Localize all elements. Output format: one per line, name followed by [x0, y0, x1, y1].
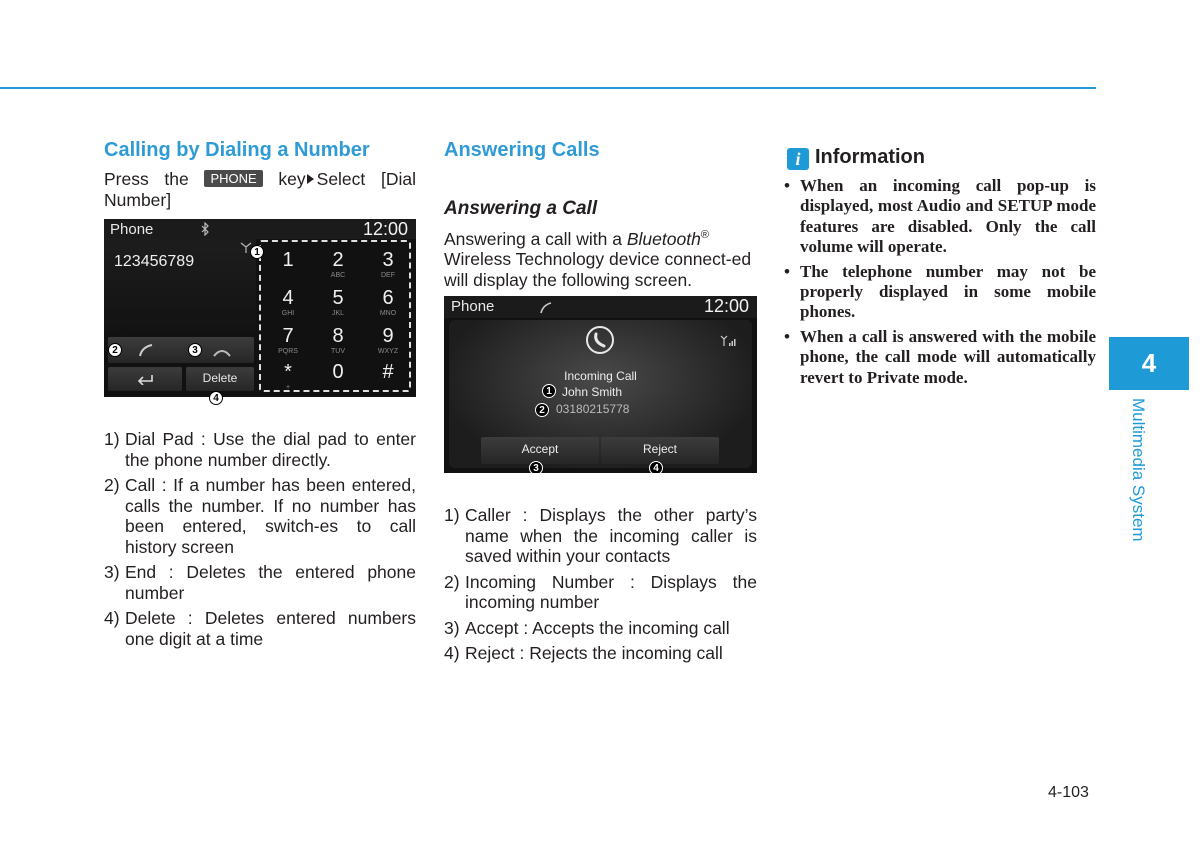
- list-item-number: 4): [104, 608, 120, 628]
- arrow-right-icon: [307, 174, 314, 184]
- list-item: [444, 643, 757, 664]
- screen-clock: 12:00: [704, 296, 750, 316]
- intro-key-suffix: key: [278, 169, 306, 189]
- dial-key-8[interactable]: [314, 321, 362, 357]
- dial-key-digit: *: [284, 361, 292, 383]
- phone-key-label: PHONE: [204, 170, 262, 187]
- dial-key-letters: MNO: [379, 310, 397, 317]
- section-heading-dialing: Calling by Dialing a Number: [104, 139, 370, 161]
- info-bullet: • When an incoming call pop-up is displayed, most Audio and SETUP mode features are disabled. Only the call volume will operate.: [783, 176, 1096, 257]
- screen-title: Phone: [451, 298, 495, 315]
- list-item: [444, 505, 757, 567]
- intro-select: Select [Dial Number]: [104, 169, 416, 210]
- callout-3: 3: [188, 343, 202, 357]
- info-bullet: • The telephone number may not be properly displayed in some mobile phones.: [783, 262, 1096, 323]
- caller-name: John Smith: [562, 385, 623, 399]
- incoming-call-screen: [444, 296, 757, 473]
- dial-key-7[interactable]: [264, 321, 312, 357]
- list-item: [104, 608, 416, 649]
- call-icon[interactable]: [138, 343, 154, 357]
- dial-key-5[interactable]: [314, 283, 362, 319]
- dial-key-star[interactable]: [264, 357, 312, 393]
- dial-key-digit: 5: [332, 287, 344, 309]
- section-heading-answering: Answering Calls: [444, 139, 600, 161]
- caller-number: 03180215778: [556, 402, 630, 416]
- chapter-label: [1128, 398, 1148, 548]
- intro-registered: ®: [700, 229, 709, 241]
- information-bullets: [783, 176, 1096, 392]
- dial-key-digit: 6: [382, 287, 394, 309]
- delete-label: Delete: [202, 371, 238, 385]
- answering-intro: [444, 225, 757, 290]
- information-heading: Information: [815, 146, 925, 168]
- dial-key-letters: PQRS: [278, 348, 298, 355]
- intro-bluetooth: Bluetooth: [626, 228, 701, 249]
- callout-4: 4: [209, 391, 223, 405]
- list-item-number: 2): [104, 475, 120, 495]
- screen-clock: 12:00: [363, 219, 409, 239]
- dial-key-digit: 4: [282, 287, 294, 309]
- dial-key-2[interactable]: [314, 245, 362, 281]
- subheading-answering-call: Answering a Call: [444, 198, 598, 219]
- dial-key-letters: JKL: [331, 310, 345, 317]
- list-item-text: Incoming Number : Displays the incoming number: [465, 571, 757, 612]
- list-item-text: Reject : Rejects the incoming call: [465, 643, 723, 663]
- entered-number: 123456789: [114, 253, 195, 270]
- dial-key-digit: 8: [332, 325, 344, 347]
- back-arrow-icon: [136, 372, 154, 384]
- list-item: [444, 572, 757, 613]
- dial-key-digit: 0: [332, 361, 344, 383]
- list-item-text: Caller : Displays the other party’s name when the incoming caller is saved within your contacts: [465, 505, 757, 566]
- dial-key-digit: 1: [282, 249, 294, 271]
- intro-b: Wireless Technology device connect-ed will display the following screen.: [444, 249, 752, 290]
- callout-2: 2: [108, 343, 122, 357]
- dial-key-0[interactable]: [314, 357, 362, 393]
- list-item-number: 1): [444, 505, 460, 525]
- dial-screen: [104, 219, 416, 397]
- dial-key-hash[interactable]: [364, 357, 412, 393]
- dial-key-letters: +: [285, 384, 291, 391]
- header-rule: [0, 87, 1096, 89]
- list-item: [104, 475, 416, 557]
- intro-press: Press the: [104, 169, 189, 189]
- end-call-icon[interactable]: [212, 345, 232, 355]
- chapter-tab: 4: [1109, 337, 1189, 390]
- dial-key-6[interactable]: [364, 283, 412, 319]
- list-item-number: 1): [104, 429, 120, 449]
- list-item-number: 3): [444, 617, 460, 638]
- list-item: [104, 429, 416, 470]
- call-end-panel: [108, 337, 254, 363]
- info-bullet: • When a call is answered with the mobile phone, the call mode will automatically revert to Private mode.: [783, 327, 1096, 388]
- list-item-text: Dial Pad : Use the dial pad to enter the phone number directly.: [125, 429, 416, 470]
- dial-key-digit: #: [382, 361, 394, 383]
- page-number: 4-103: [1048, 784, 1089, 801]
- signal-strength-icon: [720, 334, 736, 346]
- chapter-label-text: Multimedia System: [1129, 398, 1148, 542]
- list-item-number: 4): [444, 643, 460, 663]
- list-item: [104, 562, 416, 603]
- information-header: [787, 146, 925, 170]
- dial-key-4[interactable]: [264, 283, 312, 319]
- callout-4: 4: [649, 461, 663, 473]
- dial-key-digit: 2: [332, 249, 344, 271]
- dial-key-letters: ABC: [330, 272, 346, 279]
- dial-key-letters: DEF: [381, 272, 395, 279]
- dial-key-digit: 3: [382, 249, 394, 271]
- callout-3: 3: [529, 461, 543, 473]
- dial-key-1[interactable]: [264, 245, 312, 281]
- callout-2: 2: [535, 403, 549, 417]
- dialing-items-list: [104, 429, 416, 654]
- dial-key-letters: WXYZ: [377, 348, 399, 355]
- dial-key-9[interactable]: [364, 321, 412, 357]
- callout-1: 1: [542, 384, 556, 398]
- list-item-text: Call : If a number has been entered, calls the number. If no number has been entered, switch-es to call history screen: [125, 475, 416, 557]
- phone-handset-icon: [540, 301, 552, 313]
- dial-key-letters: TUV: [331, 348, 345, 355]
- dial-key-digit: 9: [382, 325, 394, 347]
- list-item-number: 2): [444, 571, 460, 592]
- answering-items-list: [444, 505, 757, 669]
- accept-label: Accept: [521, 442, 559, 456]
- info-icon: i: [787, 148, 809, 170]
- incoming-phone-icon: [586, 326, 614, 354]
- screen-title: Phone: [110, 221, 154, 238]
- intro-a: Answering a call with a: [444, 228, 622, 249]
- callout-1: 1: [250, 245, 264, 259]
- incoming-status: Incoming Call: [564, 369, 637, 383]
- reject-label: Reject: [642, 442, 677, 456]
- bluetooth-icon: [201, 222, 209, 236]
- list-item-text: End : Deletes the entered phone number: [125, 562, 416, 603]
- dial-key-3[interactable]: [364, 245, 412, 281]
- list-item-text: Accept : Accepts the incoming call: [465, 617, 730, 638]
- list-item-text: Delete : Deletes entered numbers one digit at a time: [125, 608, 416, 649]
- list-item-number: 3): [104, 562, 120, 582]
- dial-key-letters: GHI: [281, 310, 295, 317]
- dialing-intro: [104, 169, 416, 210]
- list-item: [444, 618, 757, 639]
- dial-key-digit: 7: [282, 325, 294, 347]
